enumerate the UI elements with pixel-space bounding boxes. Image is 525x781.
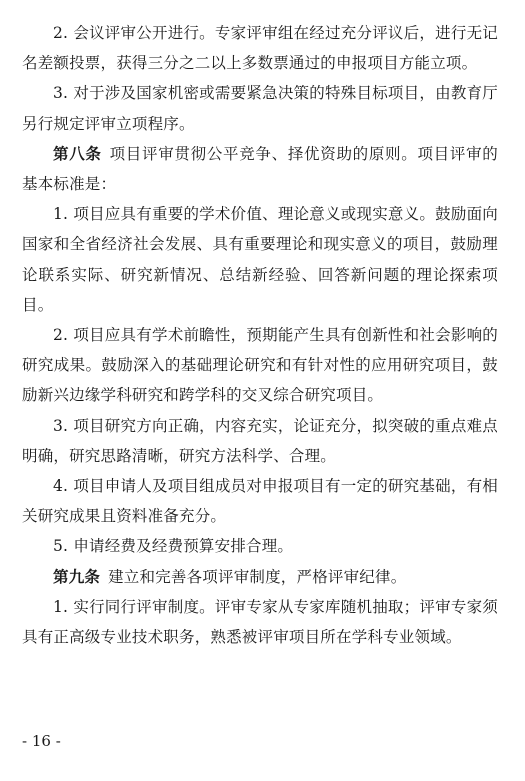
standard-item-5: 5. 申请经费及经费预算安排合理。 xyxy=(53,537,294,556)
article-9-paragraph: 第九条 建立和完善各项评审制度，严格评审纪律。 xyxy=(53,566,407,586)
standard-item-2: 2. 项目应具有学术前瞻性，预期能产生具有创新性和社会影响的研究成果。鼓励深入的基础理论研究和有针对性的应用研究项目，鼓励新兴边缘学科研究和跨学科的交叉综合研究项目。 xyxy=(22,326,498,405)
paragraph-clause-2: 2. 会议评审公开进行。专家评审组在经过充分评议后，进行无记名差额投票，获得三分之二以上多数票通过的申报项目方能立项。 xyxy=(22,24,498,73)
article-8-paragraph: 第八条 项目评审贯彻公平竞争、择优资助的原则。项目评审的基本标准是： xyxy=(22,143,498,194)
standard-item-1: 1. 项目应具有重要的学术价值、理论意义或现实意义。鼓励面向国家和全省经济社会发展、具有重要理论和现实意义的项目，鼓励理论联系实际、研究新情况、总结新经验、回答新问题的理论探索项目。 xyxy=(22,205,498,314)
document-body xyxy=(22,18,498,652)
article-8-number: 第八条 xyxy=(53,143,102,163)
standard-item-4: 4. 项目申请人及项目组成员对申报项目有一定的研究基础，有相关研究成果且资料准备充分。 xyxy=(22,477,498,526)
standard-item-3: 3. 项目研究方向正确，内容充实，论证充分，拟突破的重点难点明确，研究思路清晰，研究方法科学、合理。 xyxy=(22,416,498,465)
review-system-item-1: 1. 实行同行评审制度。评审专家从专家库随机抽取；评审专家须具有正高级专业技术职务，熟悉被评审项目所在学科专业领域。 xyxy=(22,597,498,647)
article-9-number: 第九条 xyxy=(53,566,101,586)
page-number: - 16 - xyxy=(22,732,61,750)
paragraph-clause-3: 3. 对于涉及国家机密或需要紧急决策的特殊目标项目，由教育厅另行规定评审立项程序。 xyxy=(22,84,498,133)
